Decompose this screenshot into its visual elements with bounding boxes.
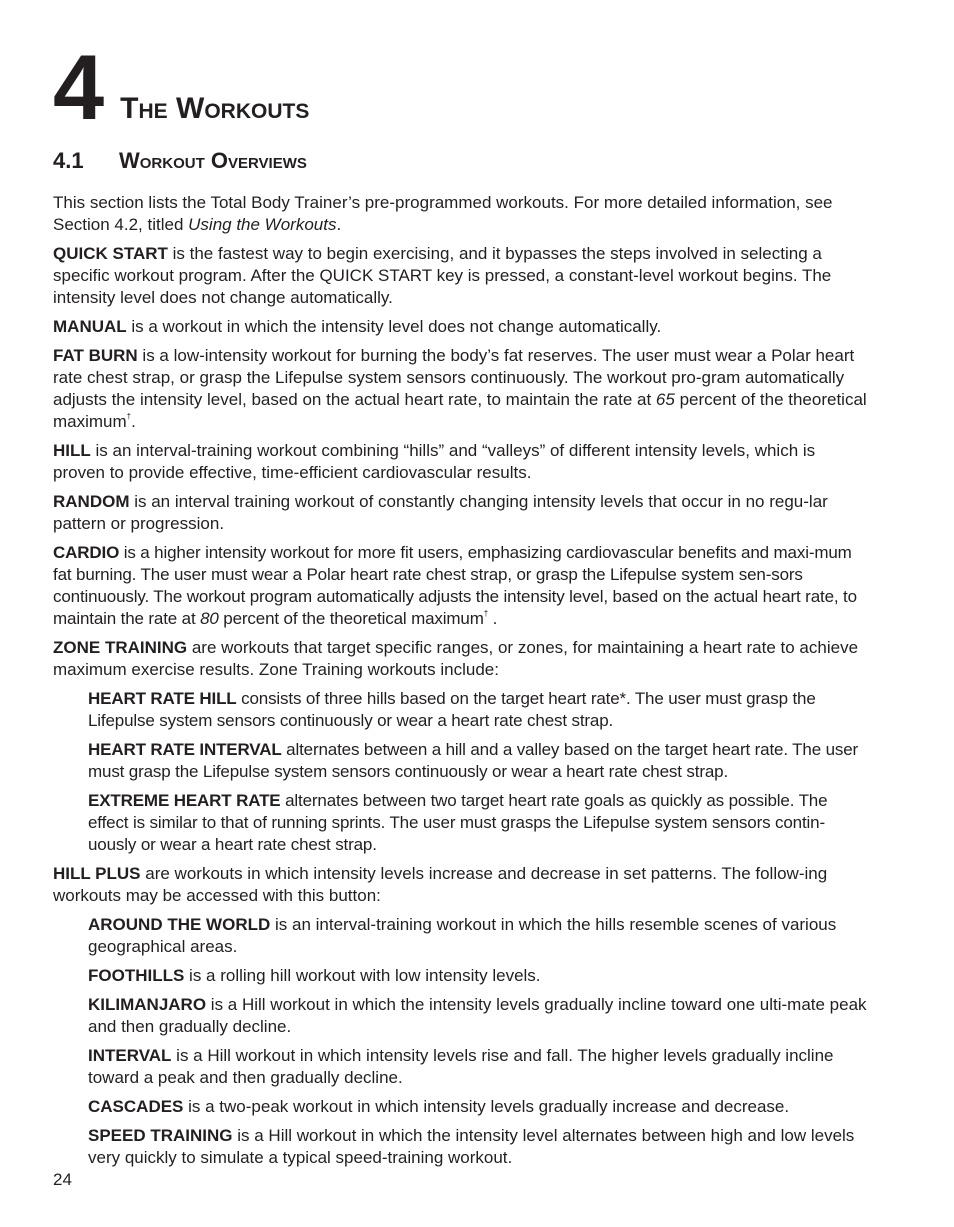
cross-reference: Using the Workouts (188, 215, 337, 235)
page-content (53, 37, 871, 1169)
workout-interval: INTERVAL is a Hill workout in which intensity levels rise and fall. The higher levels gradually incline toward a peak and then gradually decline. (88, 1046, 834, 1088)
workout-zone-training: ZONE TRAINING are workouts that target specific ranges, or zones, for maintaining a heart rate to achieve maximum exercise results. Zone Training workouts include: (53, 638, 859, 680)
workout-cardio: CARDIO is a higher intensity workout for more fit users, emphasizing cardiovascular benefits and maxi-mum fat burning. The user must wear a Polar heart rate chest strap, or grasp the Lifepulse system sen-sors continuously. The workout program automatically adjusts the intensity level, based on the actual heart rate, to maintain the rate at 80 percent of the theoretical maximum† . (53, 543, 857, 629)
workout-foothills: FOOTHILLS is a rolling hill workout with low intensity levels. (88, 966, 541, 986)
workout-cascades: CASCADES is a two-peak workout in which intensity levels gradually increase and decrease. (88, 1097, 790, 1117)
section-number: 4.1 (53, 148, 84, 173)
workout-manual: MANUAL is a workout in which the intensity level does not change automatically. (53, 317, 662, 337)
footnote-mark: † (126, 412, 132, 422)
workout-extreme-heart-rate: EXTREME HEART RATE alternates between two target heart rate goals as quickly as possible. The effect is similar to that of running sprints. The user must grasps the Lifepulse system sensors contin-uously or wear a heart rate chest strap. (88, 791, 828, 855)
workout-heart-rate-interval: HEART RATE INTERVAL alternates between a hill and a valley based on the target heart rate. The user must grasp the Lifepulse system sensors continuously or wear a heart rate chest strap. (88, 740, 859, 782)
intro-paragraph: This section lists the Total Body Trainer’s pre-programmed workouts. For more detailed information, see Section 4.2, titled Using the Workouts. (53, 193, 833, 235)
workout-hill-plus: HILL PLUS are workouts in which intensity levels increase and decrease in set patterns. The follow-ing workouts may be accessed with this button: (53, 864, 828, 906)
workout-hill: HILL is an interval-training workout combining “hills” and “valleys” of different intensity levels, which is proven to provide effective, time-efficient cardiovascular results. (53, 441, 816, 483)
workout-random: RANDOM is an interval training workout of constantly changing intensity levels that occur in no regu-lar pattern or progression. (53, 492, 828, 534)
footnote-mark: † (483, 609, 489, 619)
workout-speed-training: SPEED TRAINING is a Hill workout in which the intensity level alternates between high and low levels very quickly to simulate a typical speed-training workout. (88, 1126, 855, 1168)
section-heading (53, 148, 871, 174)
workout-heart-rate-hill: HEART RATE HILL consists of three hills based on the target heart rate*. The user must grasp the Lifepulse system sensors continuously or wear a heart rate chest strap. (88, 689, 816, 731)
chapter-number: 4 (53, 37, 103, 139)
workout-kilimanjaro: KILIMANJARO is a Hill workout in which the intensity levels gradually incline toward one ulti-mate peak and then gradually decline. (88, 995, 867, 1037)
section-title: Workout Overviews (119, 148, 307, 173)
workout-quick-start: QUICK START is the fastest way to begin exercising, and it bypasses the steps involved in selecting a specific workout program. After the QUICK START key is pressed, a constant-level workout begins. The intensity level does not change automatically. (53, 244, 832, 308)
page-number: 24 (53, 1170, 72, 1189)
workout-around-the-world: AROUND THE WORLD is an interval-training workout in which the hills resemble scenes of various geographical areas. (88, 915, 837, 957)
workout-fat-burn: FAT BURN is a low-intensity workout for burning the body’s fat reserves. The user must wear a Polar heart rate chest strap, or grasp the Lifepulse system sensors continuously. The workout pro-gram automatically adjusts the intensity level, based on the actual heart rate, to maintain the rate at 65 percent of the theoretical maximum†. (53, 346, 867, 432)
chapter-heading (53, 37, 871, 139)
chapter-title: The Workouts (120, 92, 310, 125)
